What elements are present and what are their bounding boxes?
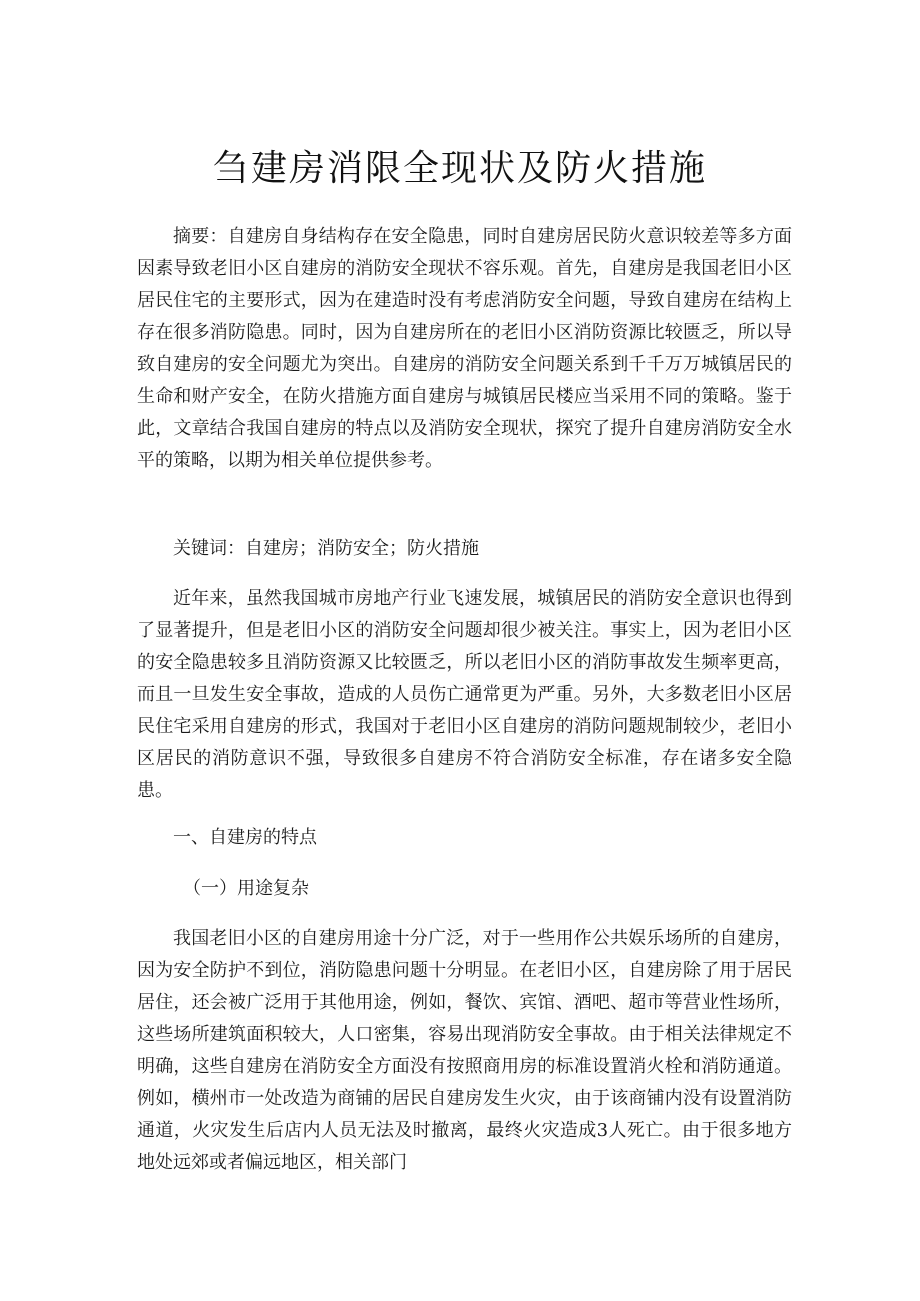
abstract-paragraph: 摘要：自建房自身结构存在安全隐患，同时自建房居民防火意识较差等多方面因素导致老旧小区自建房的消防安全现状不容乐观。首先，自建房是我国老旧小区居民住宅的主要形式，因为在建造时没有考虑消防安全问题，导致自建房在结构上存在很多消防隐患。同时，因为自建房所在的老旧小区消防资源比较匮乏，所以导致自建房的安全问题尤为突出。自建房的消防安全问题关系到千千万万城镇居民的生命和财产安全，在防火措施方面自建房与城镇居民楼应当采用不同的策略。鉴于此，文章结合我国自建房的特点以及消防安全现状，探究了提升自建房消防安全水平的策略，以期为相关单位提供参考。 bbox=[137, 226, 792, 471]
keywords-line: 关键词：自建房；消防安全；防火措施 bbox=[173, 538, 479, 559]
subsection-heading: （一）用途复杂 bbox=[183, 878, 309, 899]
document-title: 刍建房消限全现状及防火措施 bbox=[212, 148, 707, 189]
body-paragraph: 我国老旧小区的自建房用途十分广泛，对于一些用作公共娱乐场所的自建房，因为安全防护不到位，消防隐患问题十分明显。在老旧小区，自建房除了用于居民居住，还会被广泛用于其他用途，例如，餐饮、宾馆、酒吧、超市等营业性场所，这些场所建筑面积较大，人口密集，容易出现消防安全事故。由于相关法律规定不明确，这些自建房在消防安全方面没有按照商用房的标准设置消火栓和消防通道。例如，横州市一处改造为商铺的居民自建房发生火灾，由于该商铺内没有设置消防通道，火灾发生后店内人员无法及时撤离，最终火灾造成3人死亡。由于很多地方地处远郊或者偏远地区，相关部门 bbox=[137, 928, 792, 1173]
section-heading: 一、自建房的特点 bbox=[173, 827, 317, 848]
intro-paragraph: 近年来，虽然我国城市房地产行业飞速发展，城镇居民的消防安全意识也得到了显著提升，但是老旧小区的消防安全问题却很少被关注。事实上，因为老旧小区的安全隐患较多且消防资源又比较匮乏，所以老旧小区的消防事故发生频率更高，而且一旦发生安全事故，造成的人员伤亡通常更为严重。另外，大多数老旧小区居民住宅采用自建房的形式，我国对于老旧小区自建房的消防问题规制较少，老旧小区居民的消防意识不强，导致很多自建房不符合消防安全标准，存在诸多安全隐患。 bbox=[137, 588, 792, 801]
